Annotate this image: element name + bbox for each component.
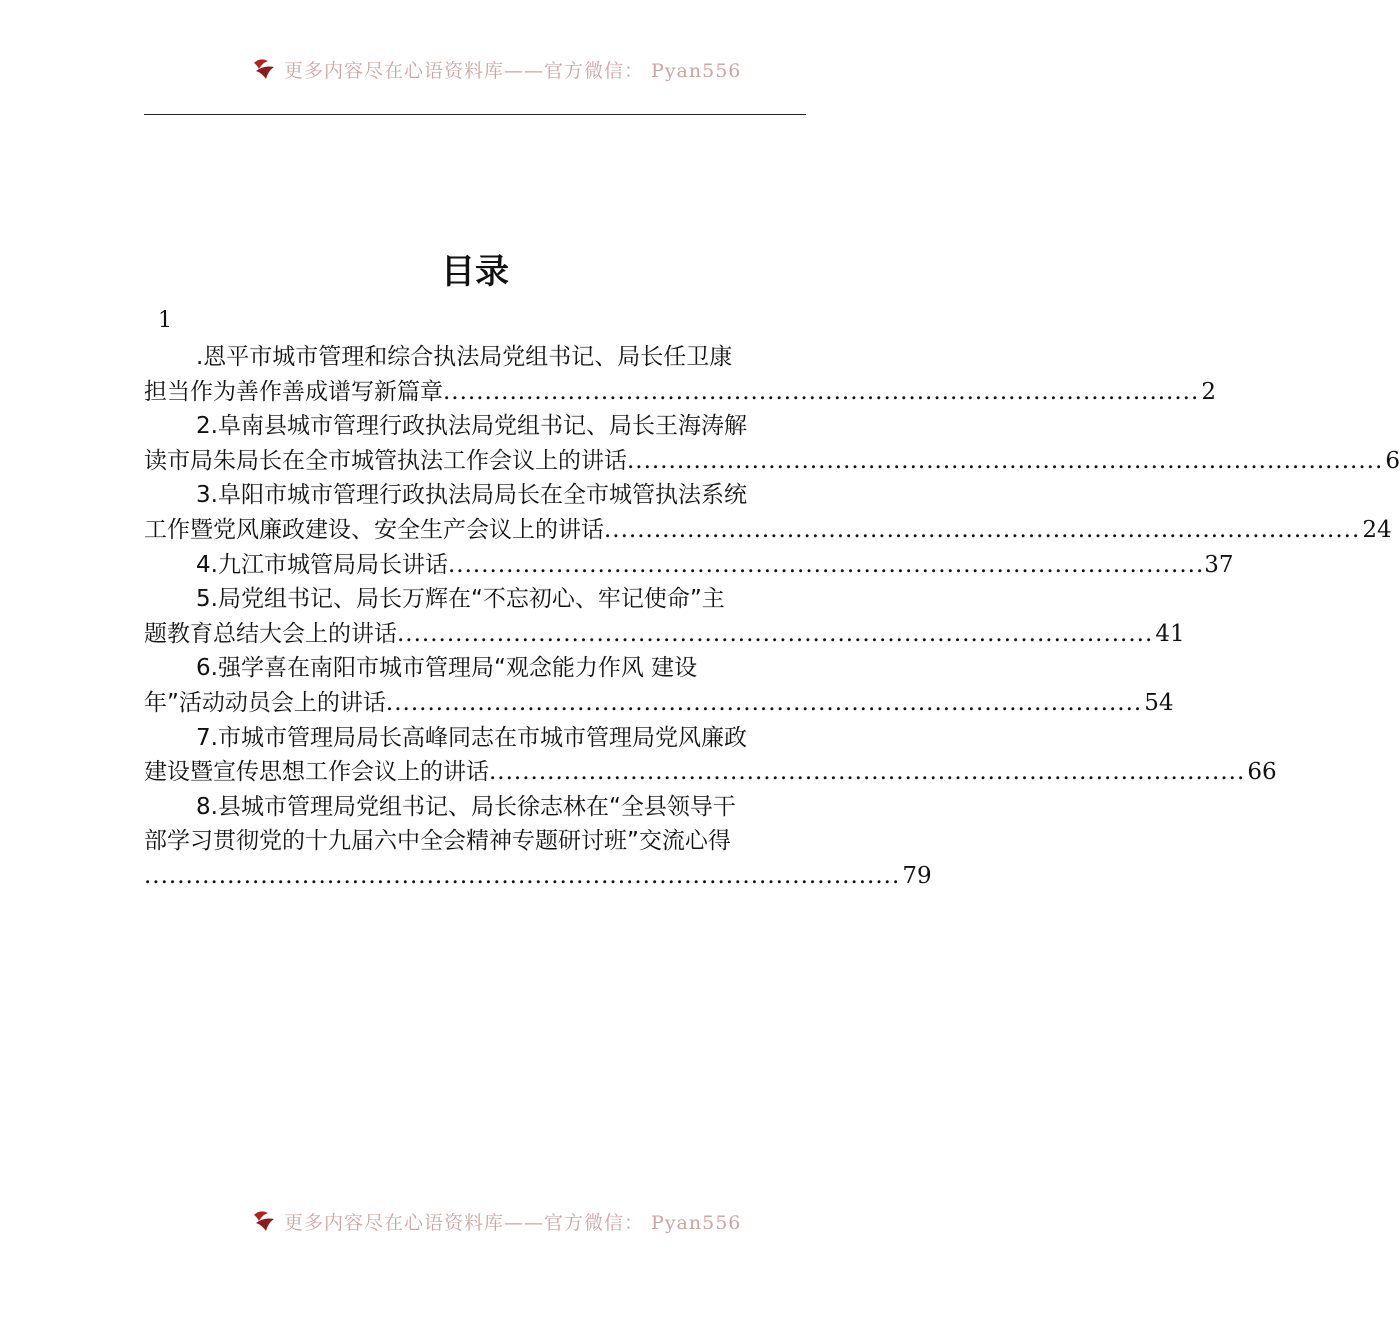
toc-entry-title-line1: 3.阜阳市城市管理行政执法局局长在全市城管执法系统 — [196, 482, 747, 509]
toc-leader-dots: ........................................................................................... — [604, 516, 1361, 543]
toc-entry-title-line2: 担当作为善作善成谱写新篇章 — [144, 378, 443, 405]
header-watermark — [250, 52, 741, 86]
toc-entry-title-line2: 部学习贯彻党的十九届六中全会精神专题研讨班”交流心得 — [144, 828, 731, 855]
table-of-contents — [144, 340, 1400, 894]
toc-leader-dots: ........................................................................................... — [443, 378, 1200, 405]
toc-entry-title-line1: 7.市城市管理局局长高峰同志在市城市管理局党风廉政 — [196, 724, 747, 751]
toc-entry-title-line2: 题教育总结大会上的讲话 — [144, 620, 397, 647]
watermark-text: 更多内容尽在心语资料库——官方微信： Pyan556 — [284, 59, 742, 82]
toc-entry-title-line1: 8.县城市管理局党组书记、局长徐志林在“全县领导干 — [196, 793, 736, 820]
logo-icon — [250, 1207, 278, 1235]
toc-entry[interactable] — [144, 721, 1277, 790]
toc-leader-dots: ........................................................................................... — [397, 620, 1154, 647]
toc-entry[interactable] — [144, 478, 1392, 547]
toc-entry-title-line2: 年”活动动员会上的讲话 — [144, 689, 386, 716]
toc-page-number: 41 — [1155, 620, 1185, 647]
toc-page-number: 37 — [1204, 551, 1234, 578]
header-rule — [144, 114, 806, 115]
toc-leader-dots: ........................................................................................... — [447, 551, 1205, 578]
toc-entry[interactable] — [144, 582, 1185, 651]
toc-leader-dots: ........................................................................................... — [627, 447, 1384, 474]
toc-entry-title-line2: 读市局朱局长在全市城管执法工作会议上的讲话 — [144, 447, 627, 474]
watermark-text: 更多内容尽在心语资料库——官方微信： Pyan556 — [284, 1211, 742, 1234]
page-title: 目录 — [441, 252, 509, 292]
toc-entry[interactable] — [144, 548, 1234, 583]
logo-icon — [250, 55, 278, 83]
toc-page-number: 2 — [1201, 378, 1216, 405]
toc-page-number: 24 — [1362, 516, 1392, 543]
toc-entry[interactable] — [144, 409, 1400, 478]
toc-leader-dots: ........................................................................................... — [144, 862, 901, 889]
toc-entry-title-line1: 5.局党组书记、局长万辉在“不忘初心、牢记使命”主 — [196, 586, 725, 613]
toc-entry-title-line1: 4.九江市城管局局长讲话 — [196, 551, 448, 578]
toc-page-number: 54 — [1144, 689, 1174, 716]
toc-page-number: 79 — [902, 862, 932, 889]
footer-watermark — [250, 1204, 741, 1238]
toc-entry[interactable] — [144, 340, 1216, 409]
stray-number: 1 — [158, 308, 172, 333]
toc-entry-title-line2: 工作暨党风廉政建设、安全生产会议上的讲话 — [144, 516, 604, 543]
toc-entry-title-line1: 2.阜南县城市管理行政执法局党组书记、局长王海涛解 — [196, 413, 747, 440]
toc-entry[interactable] — [144, 790, 932, 894]
toc-page-number: 6 — [1385, 447, 1400, 474]
toc-entry-title-line1: 6.强学喜在南阳市城市管理局“观念能力作风 建设 — [196, 655, 698, 682]
toc-leader-dots: ........................................................................................... — [489, 759, 1246, 786]
toc-leader-dots: ........................................................................................... — [385, 689, 1143, 716]
toc-entry-title-line1: .恩平市城市管理和综合执法局党组书记、局长任卫康 — [196, 344, 733, 370]
toc-page-number: 66 — [1247, 759, 1277, 786]
toc-entry-title-line2: 建设暨宣传思想工作会议上的讲话 — [144, 759, 489, 786]
toc-entry[interactable] — [144, 651, 1174, 720]
